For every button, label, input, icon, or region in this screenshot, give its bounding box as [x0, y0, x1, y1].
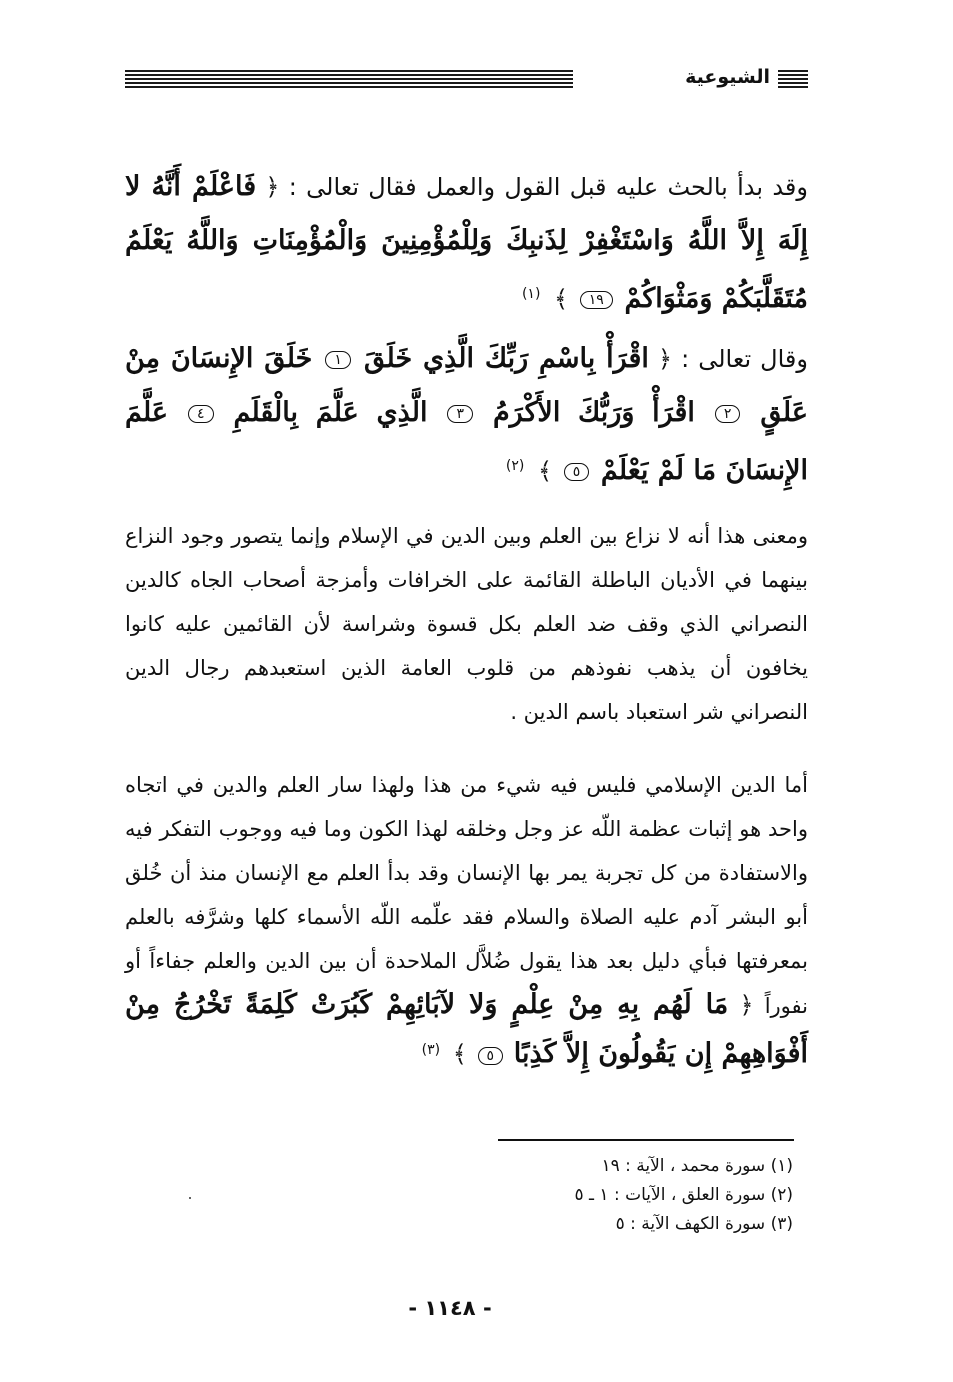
header-title: الشيوعية	[685, 66, 770, 88]
verse-number: ١٩	[580, 291, 613, 309]
quran-verse-segment: اقْرَأْ وَرَبُّكَ الأَكْرَمُ	[492, 397, 695, 428]
paragraph-3-text: ومعنى هذا أنه لا نزاع بين العلم وبين الدين في الإسلام وإنما يتصور وجود النزاع بينهما في الأديان الباطلة القائمة على الخرافات وأمزجة أصحاب الجاه كالدين النصراني الذي وقف ضد العلم بكل قسوة وشراسة لأن القائمين عليه كانوا يخافون أن يذهب نفوذهم من قلوب العامة الذين استعبدهم رجال الدين النصراني شر استعباد باسم الدين .	[125, 524, 808, 724]
footnote-separator	[498, 1139, 794, 1141]
verse-number: ٢	[715, 405, 741, 423]
paragraph-1	[125, 160, 808, 326]
quran-open-bracket: ﴿	[739, 991, 754, 1019]
header-rule-left	[125, 70, 573, 90]
paragraph-1-intro: وقد بدأ بالحث عليه قبل القول والعمل فقال تعالى :	[288, 173, 808, 201]
quran-close-bracket: ﴾	[554, 285, 569, 313]
running-header	[125, 64, 808, 94]
quran-close-bracket: ﴾	[538, 457, 553, 485]
quran-verse: مَا لَهُم بِهِ مِنْ عِلْمٍ وَلا لآبَائِهِمْ كَبُرَتْ كَلِمَةً تَخْرُجُ مِنْ أَفْوَاهِهِمْ إِن يَقُولُونَ إِلاَّ كَذِبًا	[125, 989, 808, 1069]
paragraph-3	[125, 514, 808, 734]
quran-verse-segment: عَلَّمَ الإِنسَانَ مَا لَمْ يَعْلَمْ	[125, 397, 808, 486]
footnote-2: (٢) سورة العلق ، الآيات : ١ ـ ٥	[574, 1185, 793, 1205]
page-number: - ١١٤٨ -	[408, 1296, 492, 1320]
footnote-1: (١) سورة محمد ، الآية : ١٩	[601, 1156, 793, 1176]
scan-speck	[189, 1197, 191, 1199]
paragraph-2	[125, 332, 808, 498]
paragraph-4	[125, 763, 808, 1077]
footnote-ref: (١)	[521, 286, 541, 302]
paragraph-2-intro: وقال تعالى :	[681, 345, 808, 373]
quran-open-bracket: ﴿	[265, 173, 280, 201]
footnote-ref: (٣)	[421, 1042, 441, 1058]
header-rule-right	[778, 70, 808, 90]
quran-verse-segment: الَّذِي عَلَّمَ بِالْقَلَمِ	[233, 397, 428, 428]
verse-number: ٤	[188, 405, 214, 423]
footnote-ref: (٢)	[505, 458, 525, 474]
quran-open-bracket: ﴿	[657, 345, 673, 373]
quran-close-bracket: ﴾	[452, 1040, 467, 1068]
quran-verse-segment: خَلَقَ الإِنسَانَ مِنْ عَلَقٍ	[125, 343, 808, 428]
quran-verse: فَاعْلَمْ أَنَّهُ لا إِلَهَ إِلاَّ اللَّهُ وَاسْتَغْفِرْ لِذَنبِكَ وَلِلْمُؤْمِنِينَ وَالْمُؤْمِنَاتِ وَاللَّهُ يَعْلَمُ مُتَقَلَّبَكُمْ وَمَثْوَاكُمْ	[125, 171, 808, 314]
paragraph-4-text: أما الدين الإسلامي فليس فيه شيء من هذا ولهذا سار العلم والدين في اتجاه واحد هو إثبات عظمة اللّه عز وجل وخلقه لهذا الكون وما فيه ووجوب التفكر فيه والاستفادة من كل تجربة يمر بها الإنسان وقد بدأ العلم مع الإنسان منذ أن خُلق أبو البشر آدم عليه الصلاة والسلام فقد علّمه اللّه الأسماء كلها وشرَّفه بالعلم بمعرفتها فبأي دليل بعد هذا يقول ضُلاَّل الملاحدة أن بين الدين والعلم جفاءاً أو نفوراً	[125, 773, 808, 1018]
verse-number: ١	[325, 351, 351, 369]
footnotes	[574, 1152, 793, 1239]
verse-number: ٣	[447, 405, 473, 423]
quran-verse-segment: اقْرَأْ بِاسْمِ رَبِّكَ الَّذِي خَلَقَ	[364, 343, 649, 374]
verse-number: ٥	[478, 1047, 504, 1065]
footnote-3: (٣) سورة الكهف الآية : ٥	[615, 1214, 793, 1234]
verse-number: ٥	[564, 463, 590, 481]
